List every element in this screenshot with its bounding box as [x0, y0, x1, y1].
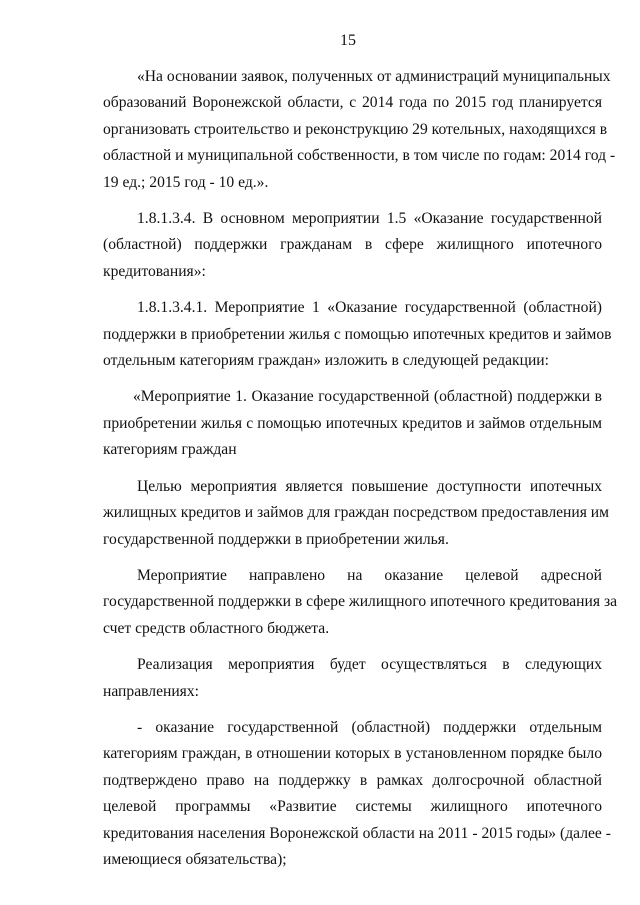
text-line: - оказание государственной (областной) поддержки отдельным [137, 718, 602, 736]
page-number: 15 [340, 32, 356, 49]
text-line: областной и муниципальной собственности, в том числе по годам: 2014 год - [103, 147, 616, 165]
text-line: категориям граждан, в отношении которых в установленном порядке было [103, 745, 602, 763]
text-line: государственной поддержки в приобретении жилья. [103, 530, 449, 548]
text-line: направлениях: [103, 682, 199, 700]
text-line: отдельным категориям граждан» изложить в следующей редакции: [103, 352, 549, 370]
paragraph-p6 [103, 563, 618, 642]
text-line: «На основании заявок, полученных от администраций муниципальных [137, 68, 611, 85]
text-line: 1.8.1.3.4.1. Мероприятие 1 «Оказание государственной (областной) [137, 299, 602, 317]
paragraph-p7 [103, 652, 602, 705]
text-line: поддержки в приобретении жилья с помощью ипотечных кредитов и займов [103, 325, 612, 343]
text-line: кредитования населения Воронежской области на 2011 - 2015 годы» (далее - [103, 824, 611, 842]
text-line: имеющиеся обязательства); [103, 850, 287, 868]
text-line: «Мероприятие 1. Оказание государственной (областной) поддержки в [133, 388, 602, 406]
text-line: приобретении жилья с помощью ипотечных кредитов и займов отдельным [103, 414, 602, 432]
text-line: Целью мероприятия является повышение доступности ипотечных [137, 477, 602, 495]
paragraph-p1 [103, 64, 616, 196]
document-body [103, 64, 618, 883]
text-line: жилищных кредитов и займов для граждан посредством предоставления им [103, 504, 609, 522]
text-line: 19 ед.; 2015 год - 10 ед.». [103, 173, 269, 191]
paragraph-p5 [103, 474, 609, 553]
text-line: подтверждено право на поддержку в рамках долгосрочной областной [103, 771, 602, 789]
paragraph-p2 [103, 206, 602, 285]
text-line: целевой программы «Развитие системы жилищного ипотечного [103, 798, 602, 816]
text-line: счет средств областного бюджета. [103, 619, 330, 637]
text-line: 1.8.1.3.4. В основном мероприятии 1.5 «Оказание государственной [137, 210, 602, 228]
text-line: (областной) поддержки гражданам в сфере жилищного ипотечного [103, 236, 602, 254]
paragraph-p3 [103, 295, 612, 374]
text-line: образований Воронежской области, с 2014 года по 2015 год планируется [103, 94, 602, 112]
text-line: кредитования»: [103, 262, 206, 280]
text-line: Реализация мероприятия будет осуществляться в следующих [137, 656, 602, 674]
text-line: категориям граждан [103, 441, 237, 459]
paragraph-p8 [103, 715, 611, 873]
paragraph-p4 [103, 384, 602, 463]
text-line: организовать строительство и реконструкцию 29 котельных, находящихся в [103, 120, 608, 138]
text-line: государственной поддержки в сфере жилищного ипотечного кредитования за [103, 593, 618, 611]
text-line: Мероприятие направлено на оказание целевой адресной [137, 566, 602, 584]
